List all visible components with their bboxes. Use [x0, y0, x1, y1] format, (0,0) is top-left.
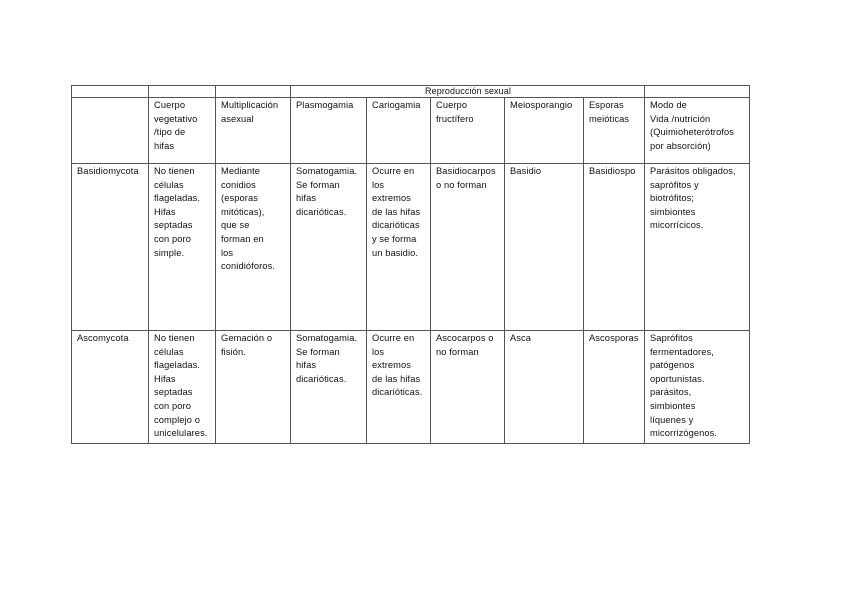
column-header-row [72, 98, 750, 164]
table-row-ascomycota [72, 331, 750, 444]
blank-cell [72, 86, 149, 98]
table-cell: Basidio [505, 164, 584, 331]
header-lifestyle-nutrition: Modo de Vida /nutrición (Quimioheterótrofos por absorción) [645, 98, 750, 164]
table-cell: Ascocarpos o no forman [431, 331, 505, 444]
table-cell: Gemación o fisión. [216, 331, 291, 444]
blank-cell [645, 86, 750, 98]
header-fruiting-body: Cuerpo fructífero [431, 98, 505, 164]
blank-cell [149, 86, 216, 98]
table-row-basidiomycota [72, 164, 750, 331]
table-cell: No tienen células flageladas. Hifas septadas con poro simple. [149, 164, 216, 331]
header-vegetative-body: Cuerpo vegetativo /tipo de hifas [149, 98, 216, 164]
header-meiosporangium: Meiosporangio [505, 98, 584, 164]
table-cell: Somatogamia. Se forman hifas dicarióticas. [291, 164, 367, 331]
table-cell: Saprófitos fermentadores, patógenos oportunistas. parásitos, simbiontes líquenes y micorrizógenos. [645, 331, 750, 444]
row-label: Ascomycota [72, 331, 149, 444]
group-header-row [72, 86, 750, 98]
row-label: Basidiomycota [72, 164, 149, 331]
header-asexual-multiplication: Multiplicación asexual [216, 98, 291, 164]
header-meiotic-spores: Esporas meióticas [584, 98, 645, 164]
table-cell: No tienen células flageladas. Hifas septadas con poro complejo o unicelulares. [149, 331, 216, 444]
table-cell: Parásitos obligados, saprófitos y biotrófitos; simbiontes micorrícicos. [645, 164, 750, 331]
corner-header [72, 98, 149, 164]
sexual-reproduction-header: Reproducción sexual [291, 86, 645, 98]
table-cell: Ocurre en los extremos de las hifas dicarióticas. [367, 331, 431, 444]
table-cell: Ascosporas [584, 331, 645, 444]
table-cell: Basidiocarpos o no forman [431, 164, 505, 331]
table-cell: Somatogamia. Se forman hifas dicarióticas. [291, 331, 367, 444]
table-cell: Asca [505, 331, 584, 444]
header-plasmogamy: Plasmogamia [291, 98, 367, 164]
table-cell: Basidiospo [584, 164, 645, 331]
blank-cell [216, 86, 291, 98]
header-karyogamy: Cariogamia [367, 98, 431, 164]
table-cell: Ocurre en los extremos de las hifas dicarióticas y se forma un basidio. [367, 164, 431, 331]
fungi-comparison-table [71, 85, 750, 444]
table-cell: Mediante conidios (esporas mitóticas), que se forman en los conidióforos. [216, 164, 291, 331]
